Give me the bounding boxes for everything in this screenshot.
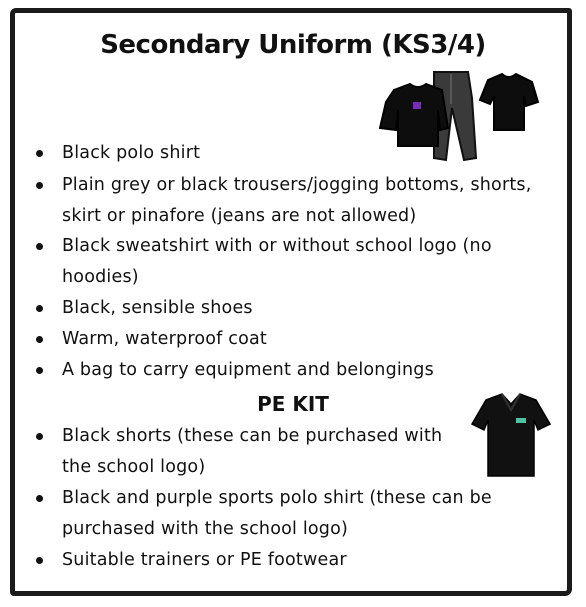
bullet-icon [36,367,43,374]
list-item: A bag to carry equipment and belongings [36,355,556,386]
list-item: Plain grey or black trousers/jogging bottoms, shorts, skirt or pinafore (jeans are not allowed) [36,170,556,232]
pe-kit-heading: PE KIT [257,392,329,416]
sweatshirt-icon [380,84,448,146]
bullet-icon [36,557,43,564]
list-item: Black polo shirt [36,138,556,169]
list-item: Black shorts (these can be purchased with the school logo) [36,421,466,483]
bullet-icon [36,433,43,440]
tshirt-icon [480,74,538,130]
school-logo-icon [516,418,526,423]
list-item: Black, sensible shoes [36,293,556,324]
bullet-icon [36,495,43,502]
list-item: Black sweatshirt with or without school logo (no hoodies) [36,231,556,293]
list-item: Suitable trainers or PE footwear [36,545,556,576]
list-item: Black and purple sports polo shirt (these can be purchased with the school logo) [36,483,556,545]
page-title: Secondary Uniform (KS3/4) [100,30,486,60]
bullet-icon [36,336,43,343]
bullet-icon [36,243,43,250]
bullet-icon [36,150,43,157]
school-logo-icon [413,102,421,109]
list-item: Warm, waterproof coat [36,324,556,355]
bullet-icon [36,182,43,189]
bullet-icon [36,305,43,312]
pe-polo-shirt-image [470,390,552,480]
